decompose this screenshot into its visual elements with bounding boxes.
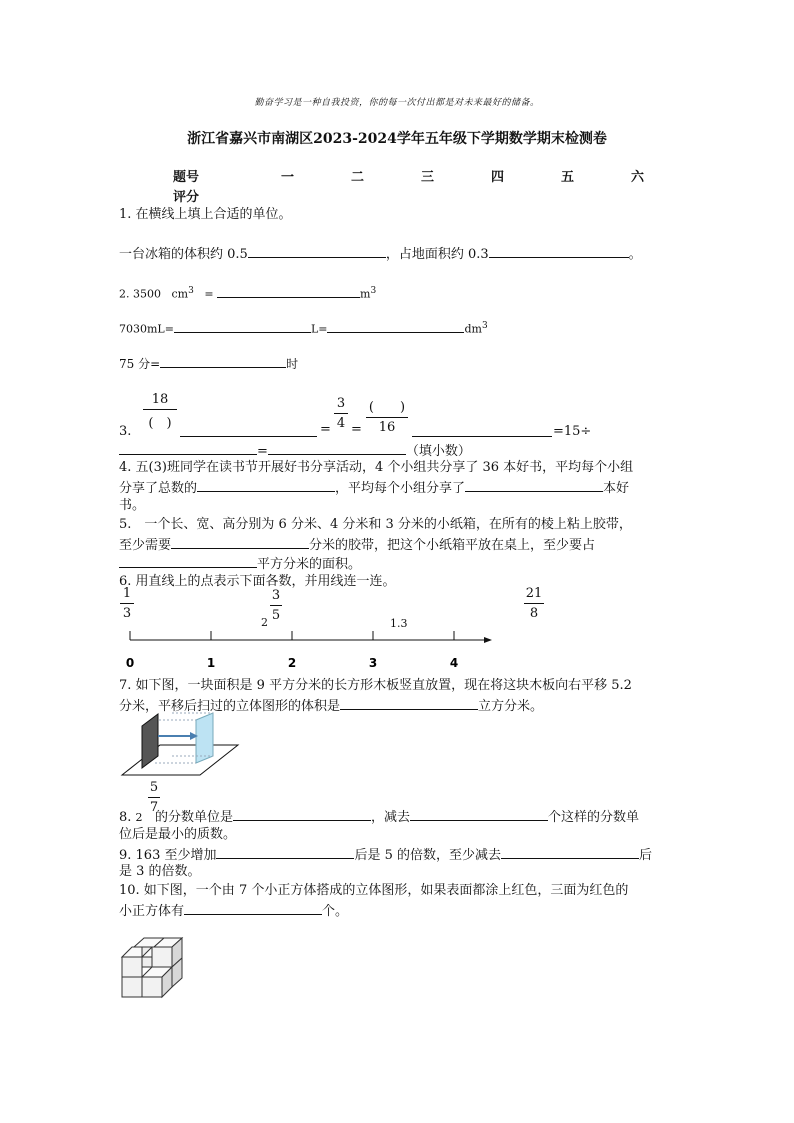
q6-b-whole: 2 [261, 616, 268, 629]
motto: 勤奋学习是一种自我投资，你的每一次付出都是对未来最好的储备。 [254, 98, 540, 108]
q3-f3-num: ( ) [368, 400, 406, 415]
q2-text: L= [310, 322, 328, 336]
q2-line2 [119, 317, 488, 339]
q5-text: 至少需要 [119, 538, 172, 553]
q3-f3-den: 16 [378, 420, 396, 435]
q9-text: 9. 163 至少增加 [119, 848, 217, 863]
tick-label: 4 [449, 656, 459, 670]
q7-blank[interactable] [340, 695, 478, 710]
q1-end: 。 [628, 247, 642, 262]
q2-cube: 3 [370, 286, 377, 296]
q1-line [119, 243, 642, 264]
q1-part2: ，占地面积约 0.3 [385, 247, 489, 262]
q2-eq: = [204, 287, 214, 301]
q9-text: 后 [639, 848, 653, 863]
q8-whole: 2 [135, 811, 143, 824]
q2-unit-m: m [360, 287, 371, 301]
q6-number-d [524, 586, 544, 621]
q5-blank-1[interactable] [171, 534, 309, 549]
q10-text: 小正方体有 [119, 904, 185, 919]
q5-line3 [119, 553, 361, 574]
q2-text: 时 [286, 357, 299, 371]
q5-text: 分米的胶带，把这个小纸箱平放在桌上，至少要占 [309, 538, 596, 553]
tabletop-plane [122, 745, 238, 775]
q5-blank-2[interactable] [119, 553, 257, 568]
q3-end: =15÷ [553, 424, 592, 439]
q4-line3: 书。 [119, 498, 146, 513]
score-table-col: 一 [281, 170, 295, 185]
board [142, 714, 158, 768]
q8-line2: 位后是最小的质数。 [119, 827, 237, 842]
q6-number-a [120, 586, 134, 621]
q4-blank-1[interactable] [197, 477, 335, 492]
score-table-row1-label: 题号 [173, 170, 200, 185]
q6-a-den: 3 [122, 606, 132, 621]
q8-blank-2[interactable] [410, 806, 548, 821]
q4-line1: 4. 五(3)班同学在读书节开展好书分享活动，4 个小组共分享了 36 本好书，平均每个小组 [119, 460, 634, 475]
tick-label: 2 [287, 656, 297, 670]
q2-blank-3[interactable] [327, 318, 464, 333]
q3-blank-2[interactable] [412, 422, 552, 437]
q4-text: 分享了总数的 [119, 481, 198, 496]
q6-a-num: 1 [122, 586, 132, 601]
q7-text: 立方分米。 [478, 699, 544, 714]
q3-blank-4[interactable] [268, 440, 406, 455]
q3-f2-den: 4 [336, 416, 346, 431]
page-title: 浙江省嘉兴市南湖区2023-2024学年五年级下学期数学期末检测卷 [187, 131, 607, 147]
q4-blank-2[interactable] [465, 477, 603, 492]
q2-text: 7030mL= [119, 322, 174, 336]
q4-text: 本好 [603, 481, 630, 496]
q2-text: 75 分= [119, 357, 161, 371]
q9-blank-2[interactable] [501, 844, 639, 859]
q5-text: 平方分米的面积。 [257, 557, 362, 572]
q3-tail: （填小数） [405, 444, 471, 459]
tick-label: 3 [368, 656, 378, 670]
q3-eq-1: = [320, 422, 331, 437]
score-table-col: 六 [631, 170, 645, 185]
q3-f1-num: 18 [151, 392, 169, 407]
q10-line2 [119, 900, 348, 921]
q8-num: 5 [149, 780, 159, 795]
q1-blank-2[interactable] [489, 243, 629, 258]
q6-b-den: 5 [271, 608, 281, 623]
q7-text: 分米，平移后扫过的立体图形的体积是 [119, 699, 341, 714]
score-table-col: 四 [491, 170, 505, 185]
q6-number-b [270, 588, 282, 623]
q6-title: 6. 用直线上的点表示下面各数，并用线连一连。 [119, 574, 396, 589]
q8-text: 个这样的分数单 [547, 810, 639, 825]
q2-line3 [119, 353, 298, 374]
cube-stack-figure [120, 937, 184, 1001]
q2-blank-2[interactable] [174, 318, 311, 333]
q2-unit: cm [171, 287, 189, 301]
q5-line2 [119, 534, 595, 555]
q7-line1: 7. 如下图，一块面积是 9 平方分米的长方形木板竖直放置，现在将这块木板向右平移 5.2 [119, 678, 632, 693]
score-table-col: 五 [561, 170, 575, 185]
q10-text: 个。 [322, 904, 349, 919]
q4-line2 [119, 477, 629, 498]
q3-num: 3. [119, 424, 132, 439]
q1-title: 1. 在横线上填上合适的单位。 [119, 207, 292, 222]
tick-label: 1 [206, 656, 216, 670]
q1-part1: 一台冰箱的体积约 0.5 [119, 247, 248, 262]
score-table-col: 二 [351, 170, 365, 185]
q6-b-num: 3 [271, 588, 281, 603]
q8-den: 7 [149, 800, 159, 815]
q1-blank-1[interactable] [248, 243, 386, 258]
q3-f1-den: ( ) [148, 416, 172, 431]
q6-number-c: 1.3 [390, 617, 408, 630]
q8-text: 的分数单位是 [154, 810, 233, 825]
q2-cube: 3 [188, 286, 194, 296]
q2-cube: 3 [481, 321, 488, 331]
q10-line1: 10. 如下图，一个由 7 个小正方体搭成的立体图形，如果表面都涂上红色，三面为红色的 [119, 883, 629, 898]
q3-fraction-2 [334, 396, 348, 431]
board-translation-figure [120, 712, 242, 778]
q4-text: ，平均每个小组分享了 [335, 481, 466, 496]
q3-eq-2: = [351, 422, 362, 437]
q3-fraction-3 [366, 396, 408, 435]
q9-blank-1[interactable] [216, 844, 354, 859]
q2-blank-1[interactable] [217, 283, 360, 298]
q2-line1 [119, 282, 376, 304]
tick-label: 0 [125, 656, 135, 670]
q9-text: 后是 5 的倍数，至少减去 [354, 848, 502, 863]
q10-blank[interactable] [184, 900, 322, 915]
score-table-col: 三 [421, 170, 435, 185]
q8-line1 [119, 806, 639, 827]
q3-fraction-1 [143, 392, 177, 431]
number-line [118, 628, 498, 674]
score-table-row2-label: 评分 [173, 190, 200, 205]
q6-d-den: 8 [529, 606, 539, 621]
q2-blank-4[interactable] [160, 353, 286, 368]
q2-unit-dm: dm [464, 322, 482, 336]
q3-eq-3: = [257, 444, 268, 459]
q8-num-label: 8. [119, 810, 132, 825]
q8-blank-1[interactable] [233, 806, 371, 821]
q6-d-num: 21 [525, 586, 543, 601]
q3-f2-num: 3 [336, 396, 346, 411]
q3-blank-3[interactable] [119, 440, 257, 455]
q5-line1: 5. 一个长、宽、高分别为 6 分米、4 分米和 3 分米的小纸箱，在所有的棱上粘上胶带， [119, 517, 632, 532]
q2-text: 2. 3500 [119, 287, 161, 301]
q3-blank-1[interactable] [180, 422, 317, 437]
q8-text: ，减去 [370, 810, 410, 825]
q9-line2: 是 3 的倍数。 [119, 864, 201, 879]
